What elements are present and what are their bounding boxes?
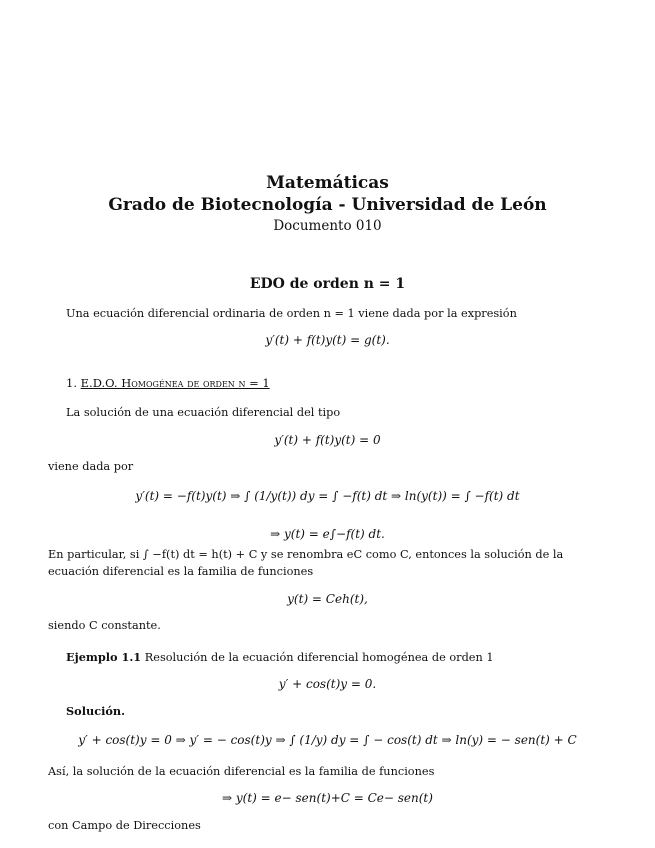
- equation-5: ⇒ y(t) = e− sen(t)+C = Ce− sen(t): [222, 791, 433, 805]
- doc-subtitle: Grado de Biotecnología - Universidad de León: [108, 195, 547, 215]
- subsection-heading: [66, 376, 270, 390]
- paragraph-2: viene dada por: [48, 460, 134, 473]
- example-line: [66, 650, 494, 664]
- intro-paragraph: Una ecuación diferencial ordinaria de orden n = 1 viene dada por la expresión: [66, 307, 517, 320]
- solution-label: Solución.: [66, 704, 126, 718]
- paragraph-5: Así, la solución de la ecuación diferencial es la familia de funciones: [48, 765, 435, 778]
- example-text: Resolución de la ecuación diferencial homogénea de orden 1: [144, 651, 494, 664]
- intro-equation: y′(t) + f(t)y(t) = g(t).: [265, 333, 390, 347]
- paragraph-3-line-1: En particular, si ∫ −f(t) dt = h(t) + C y se renombra eC como C, entonces la solución de la: [48, 548, 564, 561]
- equation-1: y′(t) + f(t)y(t) = 0: [274, 433, 381, 447]
- doc-title: Matemáticas: [266, 173, 389, 193]
- paragraph-3-line-2: ecuación diferencial es la familia de funciones: [48, 565, 314, 578]
- equation-3: ⇒ y(t) = e∫−f(t) dt.: [270, 527, 385, 541]
- section-title: EDO de orden n = 1: [249, 276, 406, 292]
- equation-4: y(t) = Ceh(t),: [287, 592, 368, 606]
- subsection-title: E.D.O. Homogénea de orden n = 1: [80, 376, 270, 390]
- example-label: Ejemplo 1.1: [66, 650, 142, 664]
- paragraph-1: La solución de una ecuación diferencial del tipo: [66, 406, 341, 419]
- equation-2: y′(t) = −f(t)y(t) ⇒ ∫ (1/y(t)) dy = ∫ −f(t) dt ⇒ ln(y(t)) = ∫ −f(t) dt: [135, 489, 520, 503]
- paragraph-6: con Campo de Direcciones: [48, 819, 201, 832]
- solution-equation: y′ + cos(t)y = 0 ⇒ y′ = − cos(t)y ⇒ ∫ (1/y) dy = ∫ − cos(t) dt ⇒ ln(y) = − sen(t) + C: [78, 733, 577, 747]
- doc-number: Documento 010: [273, 218, 382, 234]
- example-equation: y′ + cos(t)y = 0.: [278, 677, 377, 691]
- paragraph-4: siendo C constante.: [48, 619, 161, 632]
- subsection-number: 1.: [66, 376, 77, 390]
